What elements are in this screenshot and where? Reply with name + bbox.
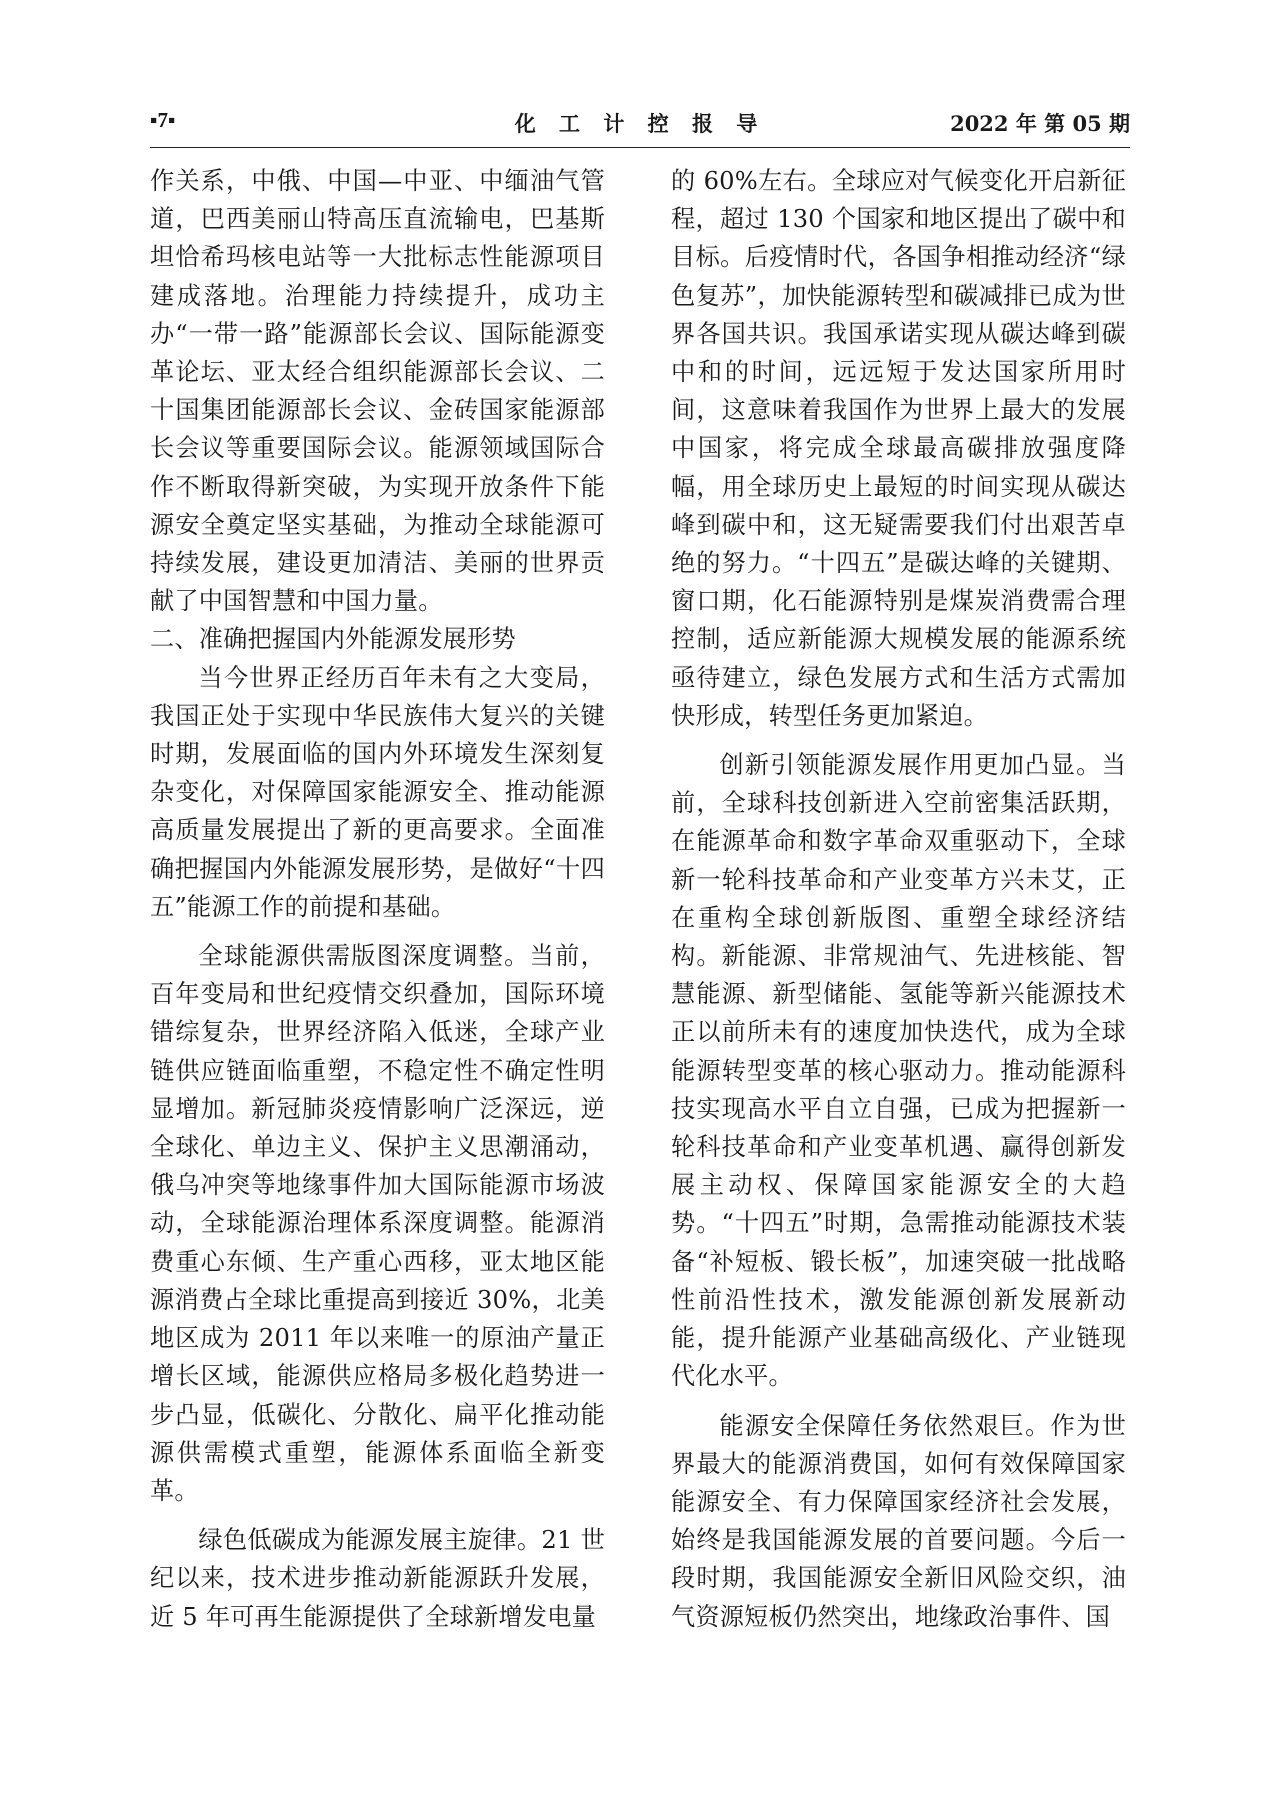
left-column xyxy=(150,162,605,1636)
page-header xyxy=(150,108,1130,148)
paragraph: 当今世界正经历百年未有之大变局，我国正处于实现中华民族伟大复兴的关键时期，发展面临的国内外环境发生深刻复杂变化，对保障国家能源安全、推动能源高质量发展提出了新的更高要求。全面准确把握国内外能源发展形势，是做好“十四五”能源工作的前提和基础。 xyxy=(150,663,605,921)
section-heading: 二、准确把握国内外能源发展形势 xyxy=(150,625,516,654)
issue-label: 2022 年 第 05 期 xyxy=(950,111,1130,136)
journal-title: 化 工 计 控 报 导 xyxy=(514,111,766,136)
paragraph: 作关系，中俄、中国—中亚、中缅油气管道，巴西美丽山特高压直流输电，巴基斯坦恰希玛核电站等一大批标志性能源项目建成落地。治理能力持续提升，成功主办“一带一路”能源部长会议、国际能源变革论坛、亚太经合组织能源部长会议、二十国集团能源部长会议、金砖国家能源部长会议等重要国际会议。能源领域国际合作不断取得新突破，为实现开放条件下能源安全奠定坚实基础，为推动全球能源可持续发展，建设更加清洁、美丽的世界贡献了中国智慧和中国力量。 xyxy=(150,167,605,616)
paragraph: 能源安全保障任务依然艰巨。作为世界最大的能源消费国，如何有效保障国家能源安全、有力保障国家经济社会发展，始终是我国能源发展的首要问题。今后一段时期，我国能源安全新旧风险交织，油气资源短板仍然突出，地缘政治事件、国 xyxy=(671,1411,1126,1631)
paragraph: 绿色低碳成为能源发展主旋律。21 世纪以来，技术进步推动新能源跃升发展，近 5 年可再生能源提供了全球新增发电量 xyxy=(150,1526,605,1631)
right-column xyxy=(671,162,1126,1636)
paragraph: 创新引领能源发展作用更加凸显。当前，全球科技创新进入空前密集活跃期，在能源革命和数字革命双重驱动下，全球新一轮科技革命和产业变革方兴未艾，正在重构全球创新版图、重塑全球经济结构。新能源、非常规油气、先进核能、智慧能源、新型储能、氢能等新兴能源技术正以前所未有的速度加快迭代，成为全球能源转型变革的核心驱动力。推动能源科技实现高水平自立自强，已成为把握新一轮科技革命和产业变革机遇、赢得创新发展主动权、保障国家能源安全的大趋势。“十四五”时期，急需推动能源技术装备“补短板、锻长板”，加速突破一批战略性前沿性技术，激发能源创新发展新动能，提升能源产业基础高级化、产业链现代化水平。 xyxy=(671,751,1126,1391)
paragraph: 全球能源供需版图深度调整。当前，百年变局和世纪疫情交织叠加，国际环境错综复杂，世界经济陷入低迷，全球产业链供应链面临重塑，不稳定性不确定性明显增加。新冠肺炎疫情影响广泛深远，逆全球化、单边主义、保护主义思潮涌动，俄乌冲突等地缘事件加大国际能源市场波动，全球能源治理体系深度调整。能源消费重心东倾、生产重心西移，亚太地区能源消费占全球比重提高到接近 30%，北美地区成为 2011 年以来唯一的原油产量正增长区域，能源供应格局多极化趋势进一步凸显，低碳化、分散化、扁平化推动能源供需模式重塑，能源体系面临全新变革。 xyxy=(150,942,605,1505)
page-number: ▪7▪ xyxy=(150,108,176,132)
paragraph: 的 60%左右。全球应对气候变化开启新征程，超过 130 个国家和地区提出了碳中和目标。后疫情时代，各国争相推动经济“绿色复苏”，加快能源转型和碳减排已成为世界各国共识。我国承诺实现从碳达峰到碳中和的时间，远远短于发达国家所用时间，这意味着我国作为世界上最大的发展中国家，将完成全球最高碳排放强度降幅，用全球历史上最短的时间实现从碳达峰到碳中和，这无疑需要我们付出艰苦卓绝的努力。“十四五”是碳达峰的关键期、窗口期，化石能源特别是煤炭消费需合理控制，适应新能源大规模发展的能源系统亟待建立，绿色发展方式和生活方式需加快形成，转型任务更加紧迫。 xyxy=(671,167,1126,730)
header-rule xyxy=(150,147,1130,148)
